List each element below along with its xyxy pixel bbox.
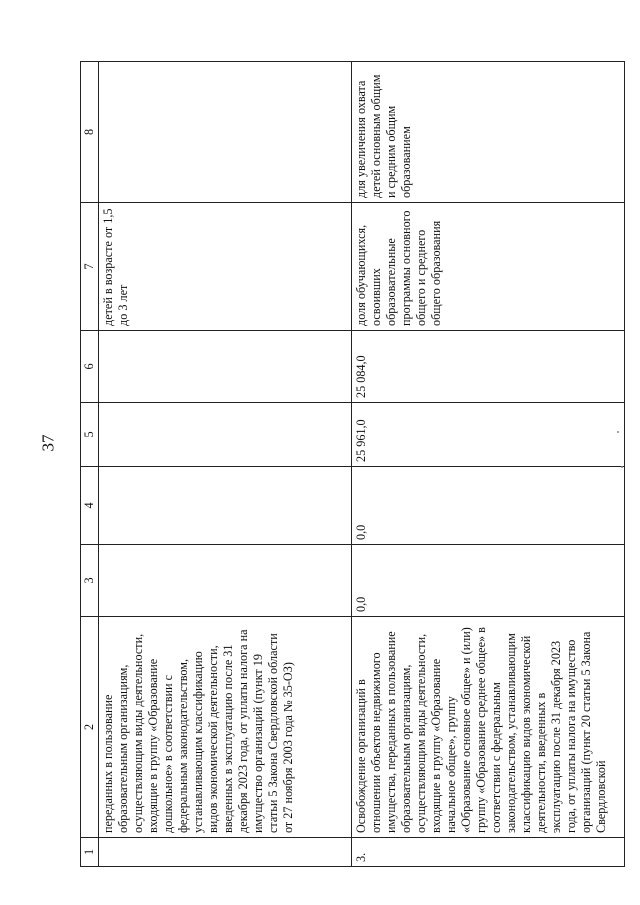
column-header-5: 5 — [81, 403, 99, 467]
value-col-5: 25 961,0 — [352, 403, 625, 467]
row-indicator: детей в возрасте от 1,5 до 3 лет — [99, 203, 352, 331]
column-header-7: 7 — [81, 203, 99, 331]
page-number: 37 — [38, 434, 58, 452]
row-purpose: для увеличения охвата детей основным общим и средним общим образованием — [352, 62, 625, 203]
column-header-1: 1 — [81, 838, 99, 867]
table-row — [99, 62, 352, 867]
column-header-3: 3 — [81, 545, 99, 617]
row-purpose — [99, 62, 352, 203]
row-number: 3. — [352, 838, 625, 867]
scan-speck — [617, 431, 619, 433]
column-header-4: 4 — [81, 467, 99, 545]
column-header-6: 6 — [81, 331, 99, 403]
value-col-3 — [99, 545, 352, 617]
column-header-8: 8 — [81, 62, 99, 203]
value-col-6: 25 084,0 — [352, 331, 625, 403]
rotated-table-wrapper — [80, 62, 625, 867]
value-col-5 — [99, 403, 352, 467]
value-col-3: 0,0 — [352, 545, 625, 617]
column-header-2: 2 — [81, 617, 99, 838]
value-col-4 — [99, 467, 352, 545]
value-col-4: 0,0 — [352, 467, 625, 545]
row-description: Освобождение организаций в отношении объектов недвижимого имущества, переданных в пользование образовательным организациям, осуществляющим виды деятельности, входящие в группу «Образование начальное общее», группу «Образование основное общее» и (или) группу «Образование среднее общее» в соответствии с федеральным законодательством, устанавливающим классификацию видов экономической деятельности, введенных в эксплуатацию после 31 декабря 2023 года, от уплаты налога на имущество организаций (пункт 20 статьи 5 Закона Свердловской — [352, 617, 625, 838]
row-number — [99, 838, 352, 867]
scan-speck — [621, 466, 623, 468]
benefits-table — [80, 61, 625, 867]
header-row — [81, 62, 99, 867]
value-col-6 — [99, 331, 352, 403]
row-indicator: доля обучающихся, освоивших образовательные программы основного общего и среднего общего образования — [352, 203, 625, 331]
table-row — [352, 62, 625, 867]
row-description: переданных в пользование образовательным организациям, осуществляющим виды деятельности, входящие в группу «Образование дошкольное» в соответствии с федеральным законодательством, устанавливающим классификацию видов экономической деятельности, введенных в эксплуатацию после 31 декабря 2023 года, от уплаты налога на имущество организаций (пункт 19 статьи 5 Закона Свердловской области от 27 ноября 2003 года № 35-ОЗ) — [99, 617, 352, 838]
